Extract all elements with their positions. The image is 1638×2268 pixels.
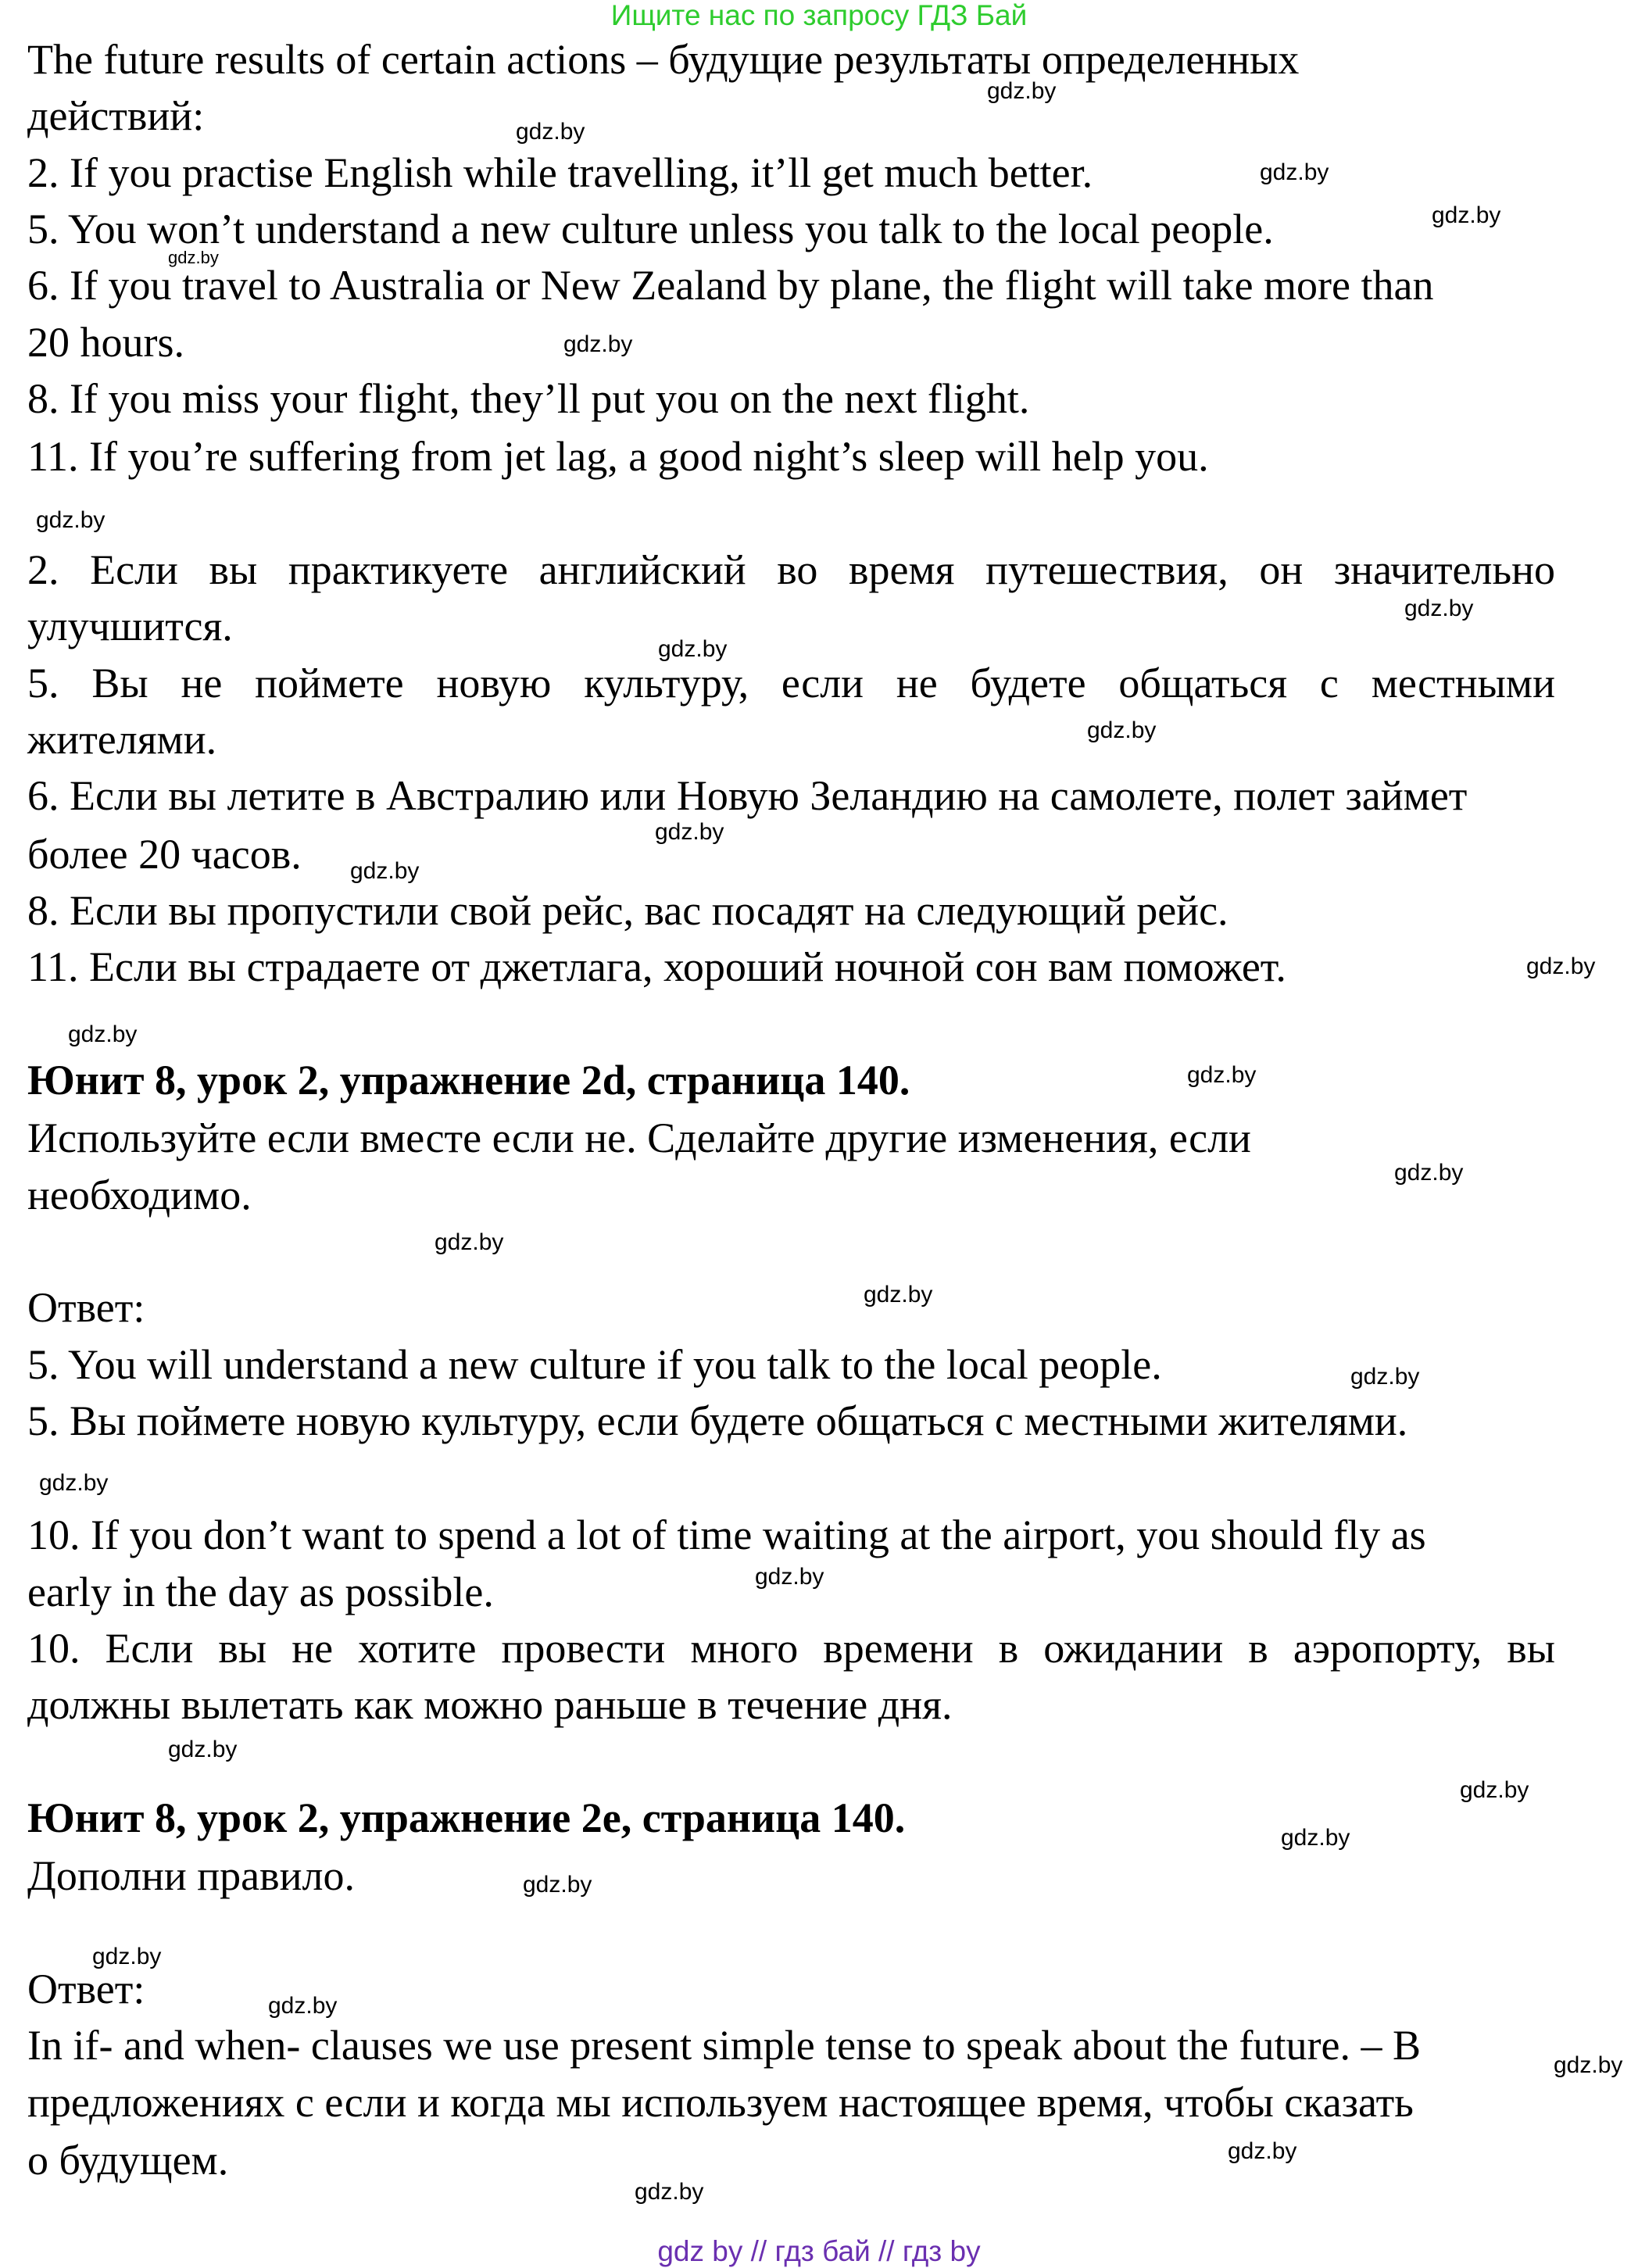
watermark: gdz.by bbox=[1432, 202, 1501, 228]
watermark: gdz.by bbox=[268, 1993, 338, 2019]
watermark: gdz.by bbox=[435, 1229, 504, 1255]
answer-label: Ответ: bbox=[27, 1284, 145, 1331]
text-line: 11. If you’re suffering from jet lag, a good night’s sleep will help you. bbox=[27, 433, 1209, 480]
text-line: 11. Если вы страдаете от джетлага, хороший ночной сон вам поможет. bbox=[27, 943, 1286, 990]
text-line: 8. Если вы пропустили свой рейс, вас посадят на следующий рейс. bbox=[27, 887, 1228, 934]
text-line: 6. If you travel to Australia or New Zealand by plane, the flight will take more than bbox=[27, 262, 1434, 309]
watermark: gdz.by bbox=[168, 1737, 238, 1762]
watermark: gdz.by bbox=[39, 1470, 109, 1496]
text-line: 2. Если вы практикуете английский во время путешествия, он значительно bbox=[27, 546, 1555, 593]
site-banner: Ищите нас по запросу ГДЗ Бай bbox=[610, 0, 1028, 31]
watermark: gdz.by bbox=[1526, 953, 1596, 979]
watermark: gdz.by bbox=[987, 78, 1057, 104]
watermark: gdz.by bbox=[68, 1021, 138, 1047]
text-line: более 20 часов. bbox=[27, 831, 302, 878]
text-line: 8. If you miss your flight, they’ll put you on the next flight. bbox=[27, 375, 1030, 422]
watermark: gdz.by bbox=[655, 819, 724, 845]
text-line: действий: bbox=[27, 92, 205, 139]
text-line: 2. If you practise English while travelling, it’ll get much better. bbox=[27, 149, 1093, 196]
watermark: gdz.by bbox=[1394, 1160, 1464, 1186]
section-heading: Юнит 8, урок 2, упражнение 2d, страница 140. bbox=[27, 1057, 910, 1104]
watermark: gdz.by bbox=[1087, 717, 1157, 743]
text-line: 6. Если вы летите в Австралию или Новую Зеландию на самолете, полет займет bbox=[27, 772, 1468, 819]
watermark: gdz.by bbox=[658, 636, 728, 662]
watermark: gdz.by bbox=[92, 1944, 162, 1969]
text-line: 5. You won’t understand a new culture unless you talk to the local people. bbox=[27, 206, 1274, 252]
text-line: 10. If you don’t want to spend a lot of time waiting at the airport, you should fly as bbox=[27, 1511, 1426, 1558]
text-line: жителями. bbox=[27, 716, 217, 763]
watermark: gdz.by bbox=[516, 119, 585, 145]
text-line: 10. Если вы не хотите провести много времени в ожидании в аэропорту, вы bbox=[27, 1625, 1555, 1672]
watermark: gdz.by bbox=[563, 331, 633, 357]
watermark: gdz.by bbox=[168, 248, 219, 267]
watermark: gdz.by bbox=[1554, 2052, 1623, 2078]
text-line: предложениях с если и когда мы используем настоящее время, чтобы сказать bbox=[27, 2079, 1414, 2126]
watermark: gdz.by bbox=[864, 1282, 933, 1307]
watermark: gdz.by bbox=[350, 858, 420, 884]
watermark: gdz.by bbox=[1228, 2138, 1297, 2164]
task-text: необходимо. bbox=[27, 1172, 252, 1218]
text-line: early in the day as possible. bbox=[27, 1569, 494, 1615]
answer-label: Ответ: bbox=[27, 1966, 145, 2012]
text-line: 5. Вы не поймете новую культуру, если не будете общаться с местными bbox=[27, 660, 1555, 707]
watermark: gdz.by bbox=[1187, 1062, 1257, 1088]
footer-links[interactable]: gdz by // гдз бай // гдз by bbox=[657, 2235, 981, 2267]
watermark: gdz.by bbox=[1260, 159, 1329, 185]
watermark: gdz.by bbox=[635, 2179, 704, 2205]
section-heading: Юнит 8, урок 2, упражнение 2е, страница 140. bbox=[27, 1794, 906, 1841]
text-line: 20 hours. bbox=[27, 319, 184, 366]
task-text: Используйте если вместе если не. Сделайте другие изменения, если bbox=[27, 1114, 1251, 1161]
text-line: о будущем. bbox=[27, 2137, 229, 2184]
text-line: The future results of certain actions – будущие результаты определенных bbox=[27, 36, 1300, 83]
text-line: должны вылетать как можно раньше в течение дня. bbox=[27, 1681, 953, 1728]
watermark: gdz.by bbox=[755, 1564, 824, 1590]
text-line: 5. Вы поймете новую культуру, если будете общаться с местными жителями. bbox=[27, 1397, 1408, 1444]
text-line: In if- and when- clauses we use present simple tense to speak about the future. – В bbox=[27, 2022, 1421, 2069]
text-line: улучшится. bbox=[27, 603, 233, 649]
watermark: gdz.by bbox=[1460, 1777, 1529, 1803]
watermark: gdz.by bbox=[523, 1872, 592, 1898]
watermark: gdz.by bbox=[1404, 596, 1474, 621]
watermark: gdz.by bbox=[1350, 1364, 1420, 1390]
watermark: gdz.by bbox=[36, 507, 106, 533]
watermark: gdz.by bbox=[1281, 1825, 1350, 1851]
task-text: Дополни правило. bbox=[27, 1852, 355, 1899]
text-line: 5. You will understand a new culture if you talk to the local people. bbox=[27, 1341, 1162, 1388]
